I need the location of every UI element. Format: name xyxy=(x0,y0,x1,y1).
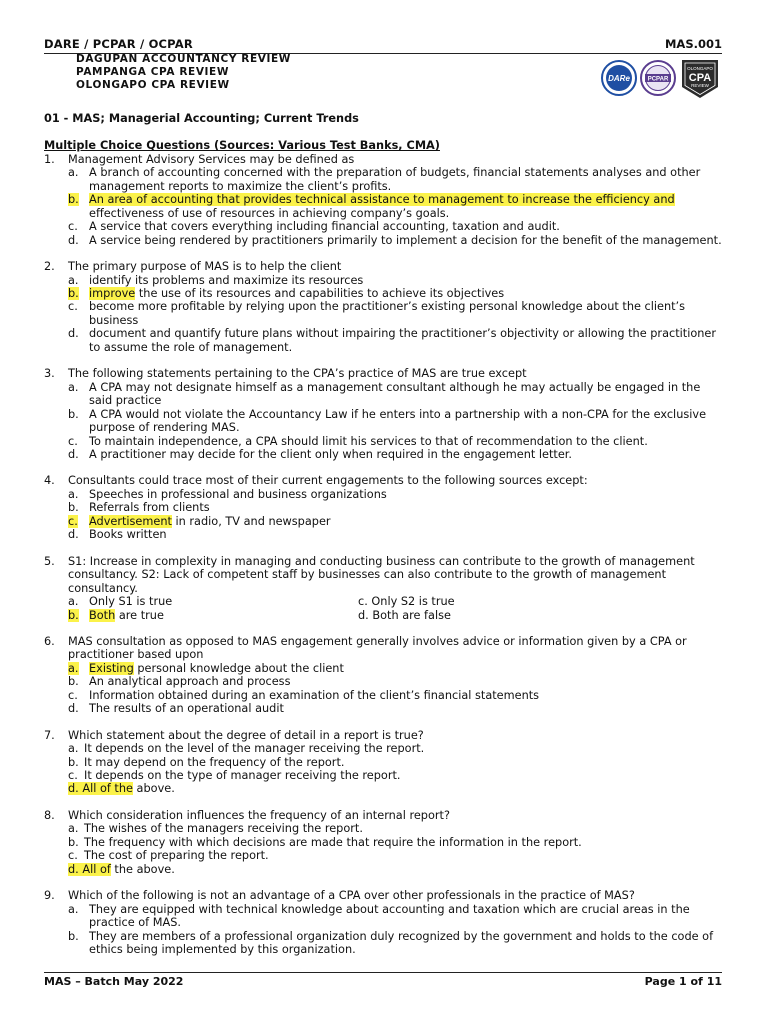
option-letter xyxy=(68,166,89,193)
option-text-rest: are true xyxy=(115,608,164,622)
option-letter-text: b. xyxy=(68,929,79,943)
option-letter xyxy=(68,274,89,287)
option-list xyxy=(68,595,724,622)
question-text: Which statement about the degree of detail in a report is true? xyxy=(68,728,424,742)
footer-page-info xyxy=(645,975,722,988)
option-text-rest: the use of its resources and capabilities to achieve its objectives xyxy=(135,286,505,300)
question-text: Which consideration influences the frequency of an internal report? xyxy=(68,808,450,822)
option-text-rest: personal knowledge about the client xyxy=(133,661,344,675)
option-text xyxy=(89,327,724,354)
option-letter xyxy=(68,675,89,688)
question-number: 1. xyxy=(44,152,55,166)
answer-option xyxy=(68,675,724,688)
option-list xyxy=(68,274,724,355)
ocpar-logo-top: OLONGAPO xyxy=(687,66,713,71)
answer-option xyxy=(68,769,724,782)
option-letter xyxy=(68,849,84,862)
option-list xyxy=(68,488,724,542)
option-text-rest: The cost of preparing the report. xyxy=(84,849,269,863)
option-text xyxy=(84,742,724,755)
option-text-rest: the above. xyxy=(110,862,175,876)
question-item xyxy=(44,635,724,716)
option-letter xyxy=(68,488,89,501)
dare-logo-text: DARe xyxy=(608,74,630,83)
option-letter-text: c. xyxy=(68,688,78,702)
option-text xyxy=(89,501,724,514)
question-item xyxy=(44,367,724,461)
header-left-title: DARE / PCPAR / OCPAR xyxy=(44,37,193,51)
question-number: 3. xyxy=(44,367,55,381)
option-text xyxy=(89,488,724,501)
option-list xyxy=(68,822,724,876)
option-letter-text: b. xyxy=(68,675,79,689)
option-text-rest: Information obtained during an examination of the client’s financial statements xyxy=(89,688,540,702)
question-item xyxy=(44,889,724,956)
answer-option xyxy=(68,501,724,514)
option-letter-text: a. xyxy=(68,902,79,916)
option-letter xyxy=(68,742,84,755)
answer-option xyxy=(68,930,724,957)
option-text-highlighted: An area of accounting that provides technical assistance to management to increase the efficiency and xyxy=(89,193,675,207)
option-text-rest: A CPA would not violate the Accountancy Law if he enters into a partnership with a non-CPA for the exclusive purpose of rendering MAS. xyxy=(89,407,707,435)
question-text: Which of the following is not an advantage of a CPA over other professionals in the practice of MAS? xyxy=(68,889,635,903)
answer-option xyxy=(68,515,724,528)
option-letter-text: c. xyxy=(68,514,78,528)
option-letter xyxy=(68,448,89,461)
option-letter xyxy=(68,287,89,300)
option-letter xyxy=(68,300,89,327)
question-number: 6. xyxy=(44,634,55,648)
school-name-3: OLONGAPO CPA REVIEW xyxy=(76,79,230,92)
option-text xyxy=(89,903,724,930)
question-item xyxy=(44,555,724,622)
option-letter xyxy=(68,822,84,835)
option-text xyxy=(84,769,724,782)
option-letter-text: b. xyxy=(68,608,79,622)
option-text xyxy=(89,166,724,193)
option-text xyxy=(89,193,724,220)
option-letter xyxy=(68,595,89,608)
option-letter xyxy=(68,702,89,715)
option-letter-text: d. xyxy=(68,327,79,341)
answer-option xyxy=(68,408,724,435)
answer-option xyxy=(68,836,724,849)
option-letter-text: d. xyxy=(68,528,79,542)
answer-option xyxy=(68,689,724,702)
answer-option-right: c. Only S2 is true xyxy=(358,595,455,609)
option-letter xyxy=(68,234,89,247)
option-letter xyxy=(68,662,89,675)
option-text-rest: The wishes of the managers receiving the report. xyxy=(84,822,363,836)
option-text-rest: They are equipped with technical knowledge about accounting and taxation which are crucial areas in the practice of MAS. xyxy=(89,902,690,930)
option-letter-text: d. xyxy=(68,702,79,716)
option-text xyxy=(89,381,724,408)
option-text-rest: A service that covers everything including financial accounting, taxation and audit. xyxy=(89,220,560,234)
option-list xyxy=(68,742,724,796)
question-item xyxy=(44,153,724,247)
school-list xyxy=(76,53,291,93)
option-letter-text: a. xyxy=(68,595,79,609)
question-item xyxy=(44,729,724,796)
question-text: The following statements pertaining to the CPA’s practice of MAS are true except xyxy=(68,367,527,381)
option-text-rest: Books written xyxy=(89,528,167,542)
answer-option xyxy=(68,488,724,501)
option-text xyxy=(89,675,724,688)
option-letter-text: b. xyxy=(68,501,79,515)
option-letter-text: c. xyxy=(68,849,78,863)
option-text xyxy=(89,528,724,541)
answer-option xyxy=(68,595,358,608)
option-text-rest: A service being rendered by practitioners primarily to implement a decision for the benefit of the management. xyxy=(89,233,722,247)
question-stem xyxy=(44,729,724,742)
option-letter-text: a. xyxy=(68,487,79,501)
answer-option xyxy=(68,193,724,220)
option-text xyxy=(89,300,724,327)
option-text xyxy=(89,435,724,448)
ocpar-logo-bottom: REVIEW xyxy=(691,83,709,88)
option-text-rest: A branch of accounting concerned with the preparation of budgets, financial statements analyses and other management reports to maximize the client’s profits. xyxy=(89,166,701,193)
option-letter-text: a. xyxy=(68,273,79,287)
ocpar-logo-mid: CPA xyxy=(688,72,712,84)
footer-page-label: Page xyxy=(644,975,676,988)
option-letter xyxy=(68,528,89,541)
answer-option xyxy=(68,863,724,876)
answer-option xyxy=(68,742,724,755)
option-letter xyxy=(68,193,89,220)
option-text-rest: A CPA may not designate himself as a management consultant although he may actually be engaged in the said practice xyxy=(89,380,701,408)
answer-option xyxy=(68,528,724,541)
answer-option xyxy=(68,287,724,300)
answer-option xyxy=(68,220,724,233)
option-text xyxy=(89,662,724,675)
option-text-highlighted: Advertisement xyxy=(89,514,172,528)
option-text xyxy=(84,756,724,769)
option-text xyxy=(89,234,724,247)
mcq-title: Multiple Choice Questions (Sources: Various Test Banks, CMA) xyxy=(44,139,440,153)
option-letter-text: b. xyxy=(68,407,79,421)
option-column xyxy=(68,595,358,608)
question-number: 7. xyxy=(44,728,55,742)
option-letter-text: c. xyxy=(68,300,78,314)
option-letter xyxy=(68,327,89,354)
option-letter xyxy=(68,220,89,233)
answer-option xyxy=(68,381,724,408)
option-letter-text: b. xyxy=(68,193,79,207)
answer-option xyxy=(68,702,724,715)
option-text xyxy=(89,609,358,622)
option-text-rest: The frequency with which decisions are made that require the information in the report. xyxy=(84,835,582,849)
answer-option xyxy=(68,435,724,448)
question-text: The primary purpose of MAS is to help the client xyxy=(68,260,342,274)
answer-option-row xyxy=(68,609,724,622)
answer-option xyxy=(68,662,724,675)
option-letter-text: c. xyxy=(68,769,78,783)
review-center-logos xyxy=(600,55,722,101)
option-text-highlighted: improve xyxy=(89,286,136,300)
option-list xyxy=(68,662,724,716)
option-list xyxy=(68,903,724,957)
question-number: 9. xyxy=(44,889,55,903)
option-letter xyxy=(68,408,89,435)
option-text-rest: To maintain independence, a CPA should limit his services to that of recommendation to the client. xyxy=(89,434,648,448)
option-text xyxy=(84,836,724,849)
option-letter-text: a. xyxy=(68,380,79,394)
option-text-rest: An analytical approach and process xyxy=(89,675,291,689)
question-number: 5. xyxy=(44,554,55,568)
option-text-rest: It depends on the type of manager receiving the report. xyxy=(84,769,401,783)
option-letter xyxy=(68,689,89,702)
option-text xyxy=(84,822,724,835)
option-text-rest: Only S1 is true xyxy=(89,595,173,609)
option-letter xyxy=(68,515,89,528)
footer-of-label: of xyxy=(690,975,703,988)
header-code: MAS.001 xyxy=(664,37,722,51)
answer-option xyxy=(68,903,724,930)
answer-option-row xyxy=(68,595,724,608)
option-text-rest: Speeches in professional and business organizations xyxy=(89,487,387,501)
ocpar-logo xyxy=(682,60,718,98)
question-stem xyxy=(44,474,724,487)
option-text-rest: Referrals from clients xyxy=(89,501,210,515)
question-stem xyxy=(44,555,724,595)
question-item xyxy=(44,809,724,876)
option-text-rest: in radio, TV and newspaper xyxy=(171,514,331,528)
question-stem xyxy=(44,635,724,662)
school-name-1: DAGUPAN ACCOUNTANCY REVIEW xyxy=(76,53,291,65)
option-letter xyxy=(68,756,84,769)
option-letter-text: c. xyxy=(68,434,78,448)
school-name-2: PAMPANGA CPA REVIEW xyxy=(76,66,230,79)
option-letter xyxy=(68,381,89,408)
option-text-rest: A practitioner may decide for the client only when required in the engagement letter. xyxy=(89,447,573,461)
option-letter xyxy=(68,903,89,930)
footer-total-pages: 11 xyxy=(706,975,722,988)
answer-option xyxy=(68,782,724,795)
option-text-rest: It may depend on the frequency of the report. xyxy=(84,755,345,769)
option-letter xyxy=(68,930,89,957)
option-letter-text: b. xyxy=(68,835,79,849)
option-text xyxy=(89,515,724,528)
question-stem xyxy=(44,367,724,380)
answer-option-right: d. Both are false xyxy=(358,608,451,622)
option-letter-text: d. xyxy=(68,233,79,247)
footer-page-num: 1 xyxy=(679,975,687,988)
option-text-rest: It depends on the level of the manager receiving the report. xyxy=(84,742,425,756)
answer-option xyxy=(68,327,724,354)
option-text-rest: identify its problems and maximize its resources xyxy=(89,273,364,287)
option-text xyxy=(68,782,724,795)
footer-batch: MAS – Batch May 2022 xyxy=(44,975,184,988)
pcpar-logo-text: PCPAR xyxy=(647,76,669,83)
option-letter xyxy=(68,435,89,448)
answer-option xyxy=(68,234,724,247)
question-text: S1: Increase in complexity in managing and conducting business can contribute to the growth of management consultancy. S2: Lack of competent staff by businesses can also contribute to the growth of management consultancy. xyxy=(68,554,695,595)
option-letter-text: a. xyxy=(68,742,79,756)
option-text-rest: become more profitable by relying upon the practitioner’s existing personal knowledge about the client’s business xyxy=(89,300,686,327)
option-text-highlighted: Both xyxy=(89,608,116,622)
question-list xyxy=(44,153,724,957)
question-stem xyxy=(44,809,724,822)
option-text xyxy=(68,863,724,876)
question-text: Management Advisory Services may be defined as xyxy=(68,152,355,166)
question-number: 8. xyxy=(44,808,55,822)
question-item xyxy=(44,260,724,354)
pcpar-logo xyxy=(641,61,675,95)
option-text xyxy=(89,595,358,608)
footer-rule xyxy=(44,972,722,973)
option-letter xyxy=(68,501,89,514)
option-letter-text: d. xyxy=(68,447,79,461)
option-list xyxy=(68,381,724,462)
question-stem xyxy=(44,889,724,902)
option-letter xyxy=(68,609,89,622)
option-letter-text: a. xyxy=(68,166,79,180)
option-text xyxy=(89,702,724,715)
option-letter-text: b. xyxy=(68,755,79,769)
option-text xyxy=(89,408,724,435)
question-text: Consultants could trace most of their current engagements to the following sources except: xyxy=(68,474,588,488)
option-text-rest: above. xyxy=(132,782,175,796)
question-item xyxy=(44,474,724,541)
question-stem xyxy=(44,260,724,273)
answer-option xyxy=(68,756,724,769)
answer-option xyxy=(68,849,724,862)
option-letter-text: a. xyxy=(68,661,79,675)
option-text xyxy=(89,930,724,957)
dare-logo xyxy=(602,61,636,95)
option-text xyxy=(89,287,724,300)
option-list xyxy=(68,166,724,247)
option-text xyxy=(84,849,724,862)
option-text xyxy=(89,220,724,233)
question-stem xyxy=(44,153,724,166)
option-text xyxy=(89,689,724,702)
option-letter-highlighted: d. All of xyxy=(68,862,111,876)
answer-option xyxy=(68,822,724,835)
option-text xyxy=(89,448,724,461)
questions-content xyxy=(44,112,724,969)
option-text-rest: They are members of a professional organization duly recognized by the government and holds to the code of ethics being implemented by this organization. xyxy=(89,929,714,957)
answer-option xyxy=(68,448,724,461)
option-letter-text: c. xyxy=(68,220,78,234)
option-text xyxy=(89,274,724,287)
question-text: MAS consultation as opposed to MAS engagement generally involves advice or information given by a CPA or practitioner based upon xyxy=(68,634,687,662)
option-letter-highlighted: d. All of the xyxy=(68,782,133,796)
option-column xyxy=(68,609,358,622)
question-number: 4. xyxy=(44,474,55,488)
option-text-rest: effectiveness of use of resources in achieving company’s goals. xyxy=(89,206,450,220)
option-letter xyxy=(68,769,84,782)
option-text-highlighted: Existing xyxy=(89,661,134,675)
question-number: 2. xyxy=(44,260,55,274)
answer-option xyxy=(68,300,724,327)
option-text-rest: The results of an operational audit xyxy=(89,702,284,716)
option-letter xyxy=(68,836,84,849)
answer-option xyxy=(68,274,724,287)
option-letter-text: a. xyxy=(68,822,79,836)
option-text-rest: document and quantify future plans without impairing the practitioner’s objectivity or allowing the practitioner to assume the role of management. xyxy=(89,327,717,354)
section-title: 01 - MAS; Managerial Accounting; Current Trends xyxy=(44,112,359,125)
answer-option xyxy=(68,166,724,193)
option-letter-text: b. xyxy=(68,286,79,300)
answer-option xyxy=(68,609,358,622)
